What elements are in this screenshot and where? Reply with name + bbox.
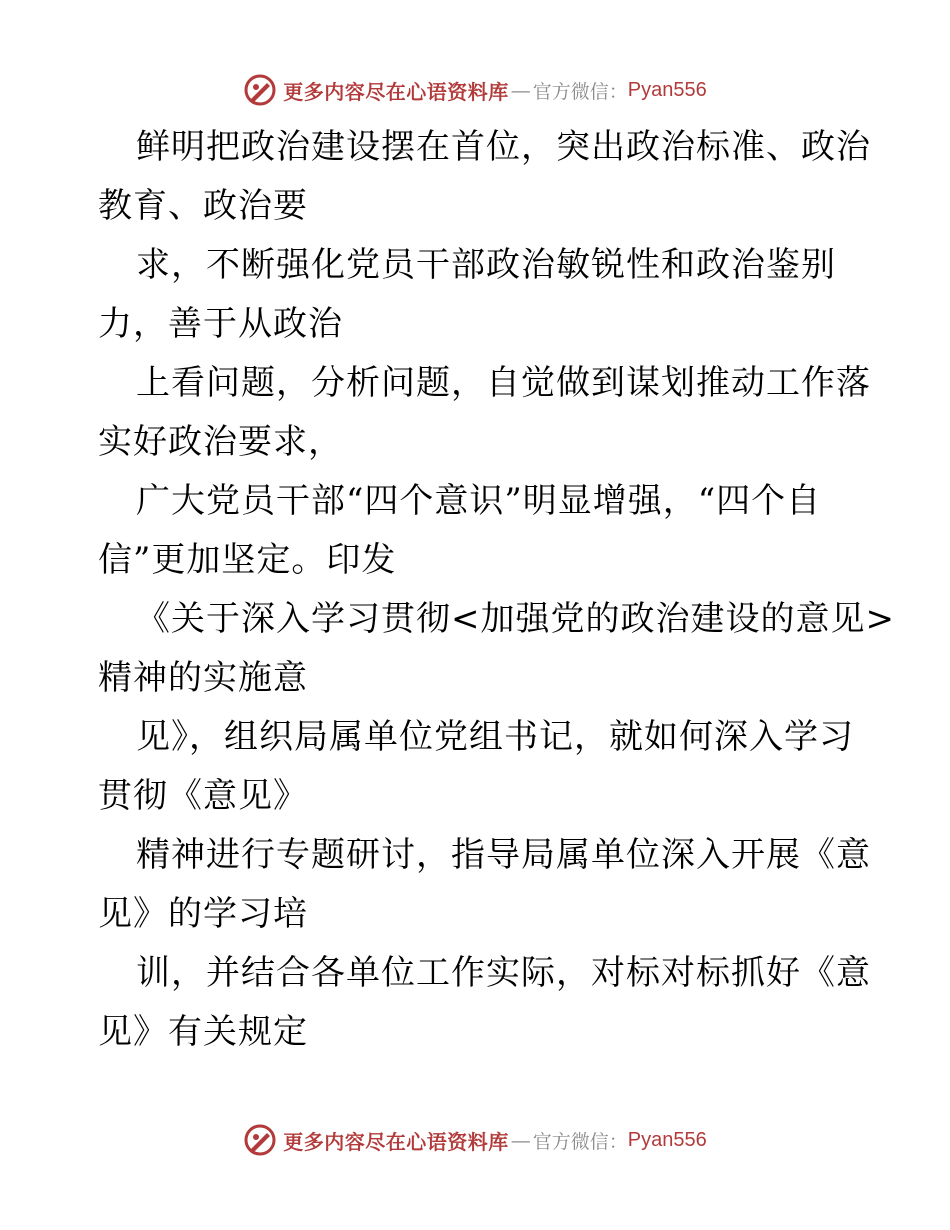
body-line: 力，善于从政治 bbox=[98, 304, 343, 344]
body-line: 广大党员干部“四个意识”明显增强，“四个自 bbox=[136, 481, 822, 521]
logo-icon bbox=[243, 1123, 277, 1157]
footer-dash: — bbox=[510, 1128, 531, 1152]
body-line: 见》有关规定 bbox=[98, 1012, 308, 1052]
document-body bbox=[98, 118, 895, 1062]
header-brand-text: 更多内容尽在心语资料库 bbox=[283, 79, 509, 104]
header-contact-id: Pyan556 bbox=[627, 78, 707, 101]
header-watermark bbox=[0, 70, 950, 110]
footer-watermark bbox=[0, 1120, 950, 1160]
body-line: 鲜明把政治建设摆在首位，突出政治标准、政治 bbox=[136, 127, 871, 167]
body-line: 信”更加坚定。印发 bbox=[98, 540, 397, 580]
body-line: 训，并结合各单位工作实际，对标对标抓好《意 bbox=[136, 953, 871, 993]
header-dash: — bbox=[510, 78, 531, 102]
body-line: 求，不断强化党员干部政治敏锐性和政治鉴别 bbox=[136, 245, 836, 285]
footer-brand-text: 更多内容尽在心语资料库 bbox=[283, 1129, 509, 1154]
body-line: 实好政治要求， bbox=[98, 422, 343, 462]
body-line: 上看问题，分析问题，自觉做到谋划推动工作落 bbox=[136, 363, 871, 403]
logo-icon bbox=[243, 73, 277, 107]
header-contact-label: 官方微信： bbox=[532, 80, 628, 103]
body-line: 精神的实施意 bbox=[98, 658, 308, 698]
body-line: 见》，组织局属单位党组书记，就如何深入学习 bbox=[136, 717, 854, 757]
body-line: 《关于深入学习贯彻<加强党的政治建设的意见> bbox=[136, 599, 895, 639]
body-line: 精神进行专题研讨，指导局属单位深入开展《意 bbox=[136, 835, 871, 875]
footer-contact-id: Pyan556 bbox=[627, 1128, 707, 1151]
footer-contact-label: 官方微信： bbox=[532, 1130, 628, 1153]
body-line: 见》的学习培 bbox=[98, 894, 308, 934]
body-line: 教育、政治要 bbox=[98, 186, 308, 226]
body-line: 贯彻《意见》 bbox=[98, 776, 308, 816]
